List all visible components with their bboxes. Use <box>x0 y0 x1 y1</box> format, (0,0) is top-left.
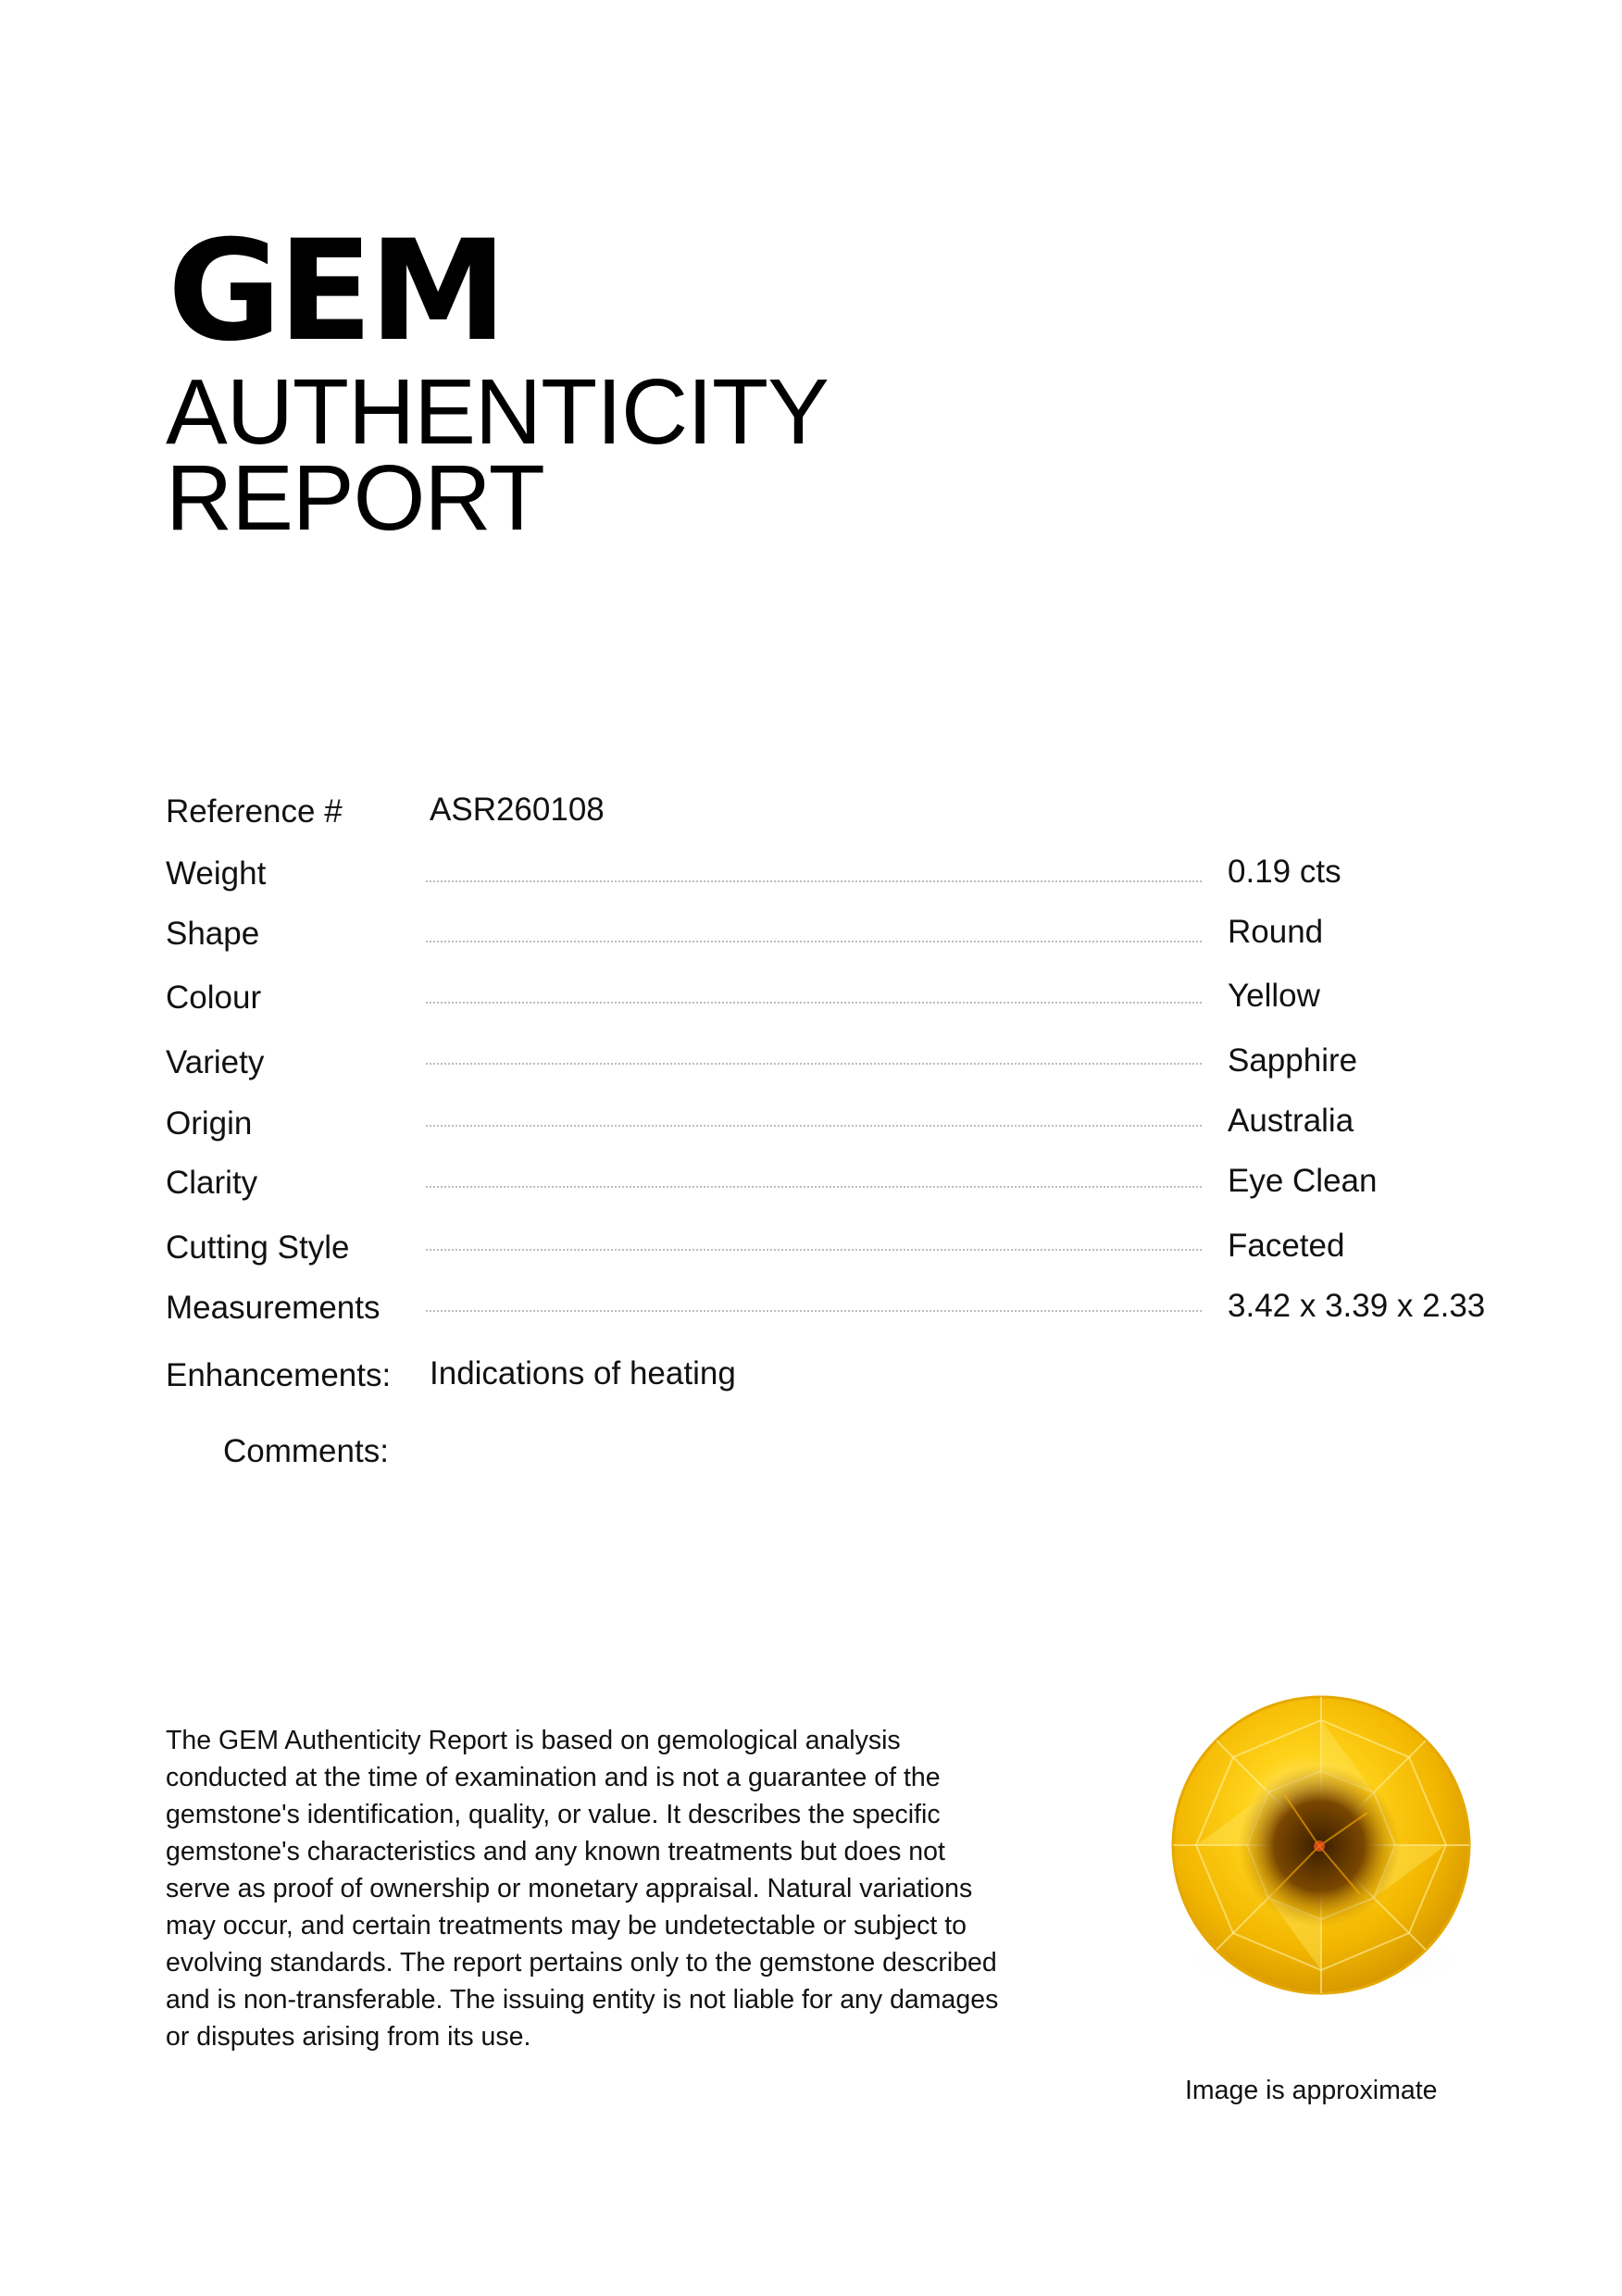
detail-value-weight: 0.19 cts <box>1228 854 1341 890</box>
reference-value: ASR260108 <box>430 792 605 828</box>
leader-dots <box>426 1249 1202 1251</box>
leader-dots <box>426 1186 1202 1188</box>
detail-value-measurements: 3.42 x 3.39 x 2.33 <box>1228 1288 1486 1324</box>
detail-value-colour: Yellow <box>1228 978 1320 1014</box>
leader-dots <box>426 941 1202 942</box>
detail-value-origin: Australia <box>1228 1103 1354 1139</box>
detail-label-clarity: Clarity <box>166 1165 258 1201</box>
gemstone-image <box>1145 1683 1497 2035</box>
leader-dots <box>426 1063 1202 1065</box>
report-title-line-2: REPORT <box>166 446 544 550</box>
comments-label: Comments: <box>223 1433 389 1469</box>
leader-dots <box>426 880 1202 882</box>
report-title-line-1: AUTHENTICITY <box>166 360 829 464</box>
reference-label: Reference # <box>166 793 343 830</box>
leader-dots <box>426 1002 1202 1004</box>
detail-value-shape: Round <box>1228 914 1324 950</box>
detail-value-variety: Sapphire <box>1228 1042 1358 1079</box>
detail-value-clarity: Eye Clean <box>1228 1163 1378 1199</box>
leader-dots <box>426 1125 1202 1127</box>
enhancements-label: Enhancements: <box>166 1357 392 1393</box>
image-caption: Image is approximate <box>1185 2076 1438 2105</box>
enhancements-value: Indications of heating <box>430 1355 736 1391</box>
detail-label-weight: Weight <box>166 855 267 892</box>
brand-title: GEM <box>168 211 504 372</box>
detail-value-cutting-style: Faceted <box>1228 1228 1345 1264</box>
detail-label-cutting-style: Cutting Style <box>166 1229 350 1266</box>
detail-label-variety: Variety <box>166 1044 265 1080</box>
detail-label-measurements: Measurements <box>166 1290 381 1326</box>
detail-label-colour: Colour <box>166 980 262 1016</box>
detail-label-origin: Origin <box>166 1105 253 1142</box>
leader-dots <box>426 1310 1202 1312</box>
disclaimer-text: The GEM Authenticity Report is based on gemological analysis conducted at the time of examination and is not a guarantee of the gemstone's identification, quality, or value. It describes the specific gemstone's characteristics and any known treatments but does not serve as proof of ownership or monetary appraisal. Natural variations may occur, and certain treatments may be undetectable or subject to evolving standards. The report pertains only to the gemstone described and is non-transferable. The issuing entity is not liable for any damages or disputes arising from its use. <box>166 1726 999 2052</box>
detail-label-shape: Shape <box>166 916 260 952</box>
